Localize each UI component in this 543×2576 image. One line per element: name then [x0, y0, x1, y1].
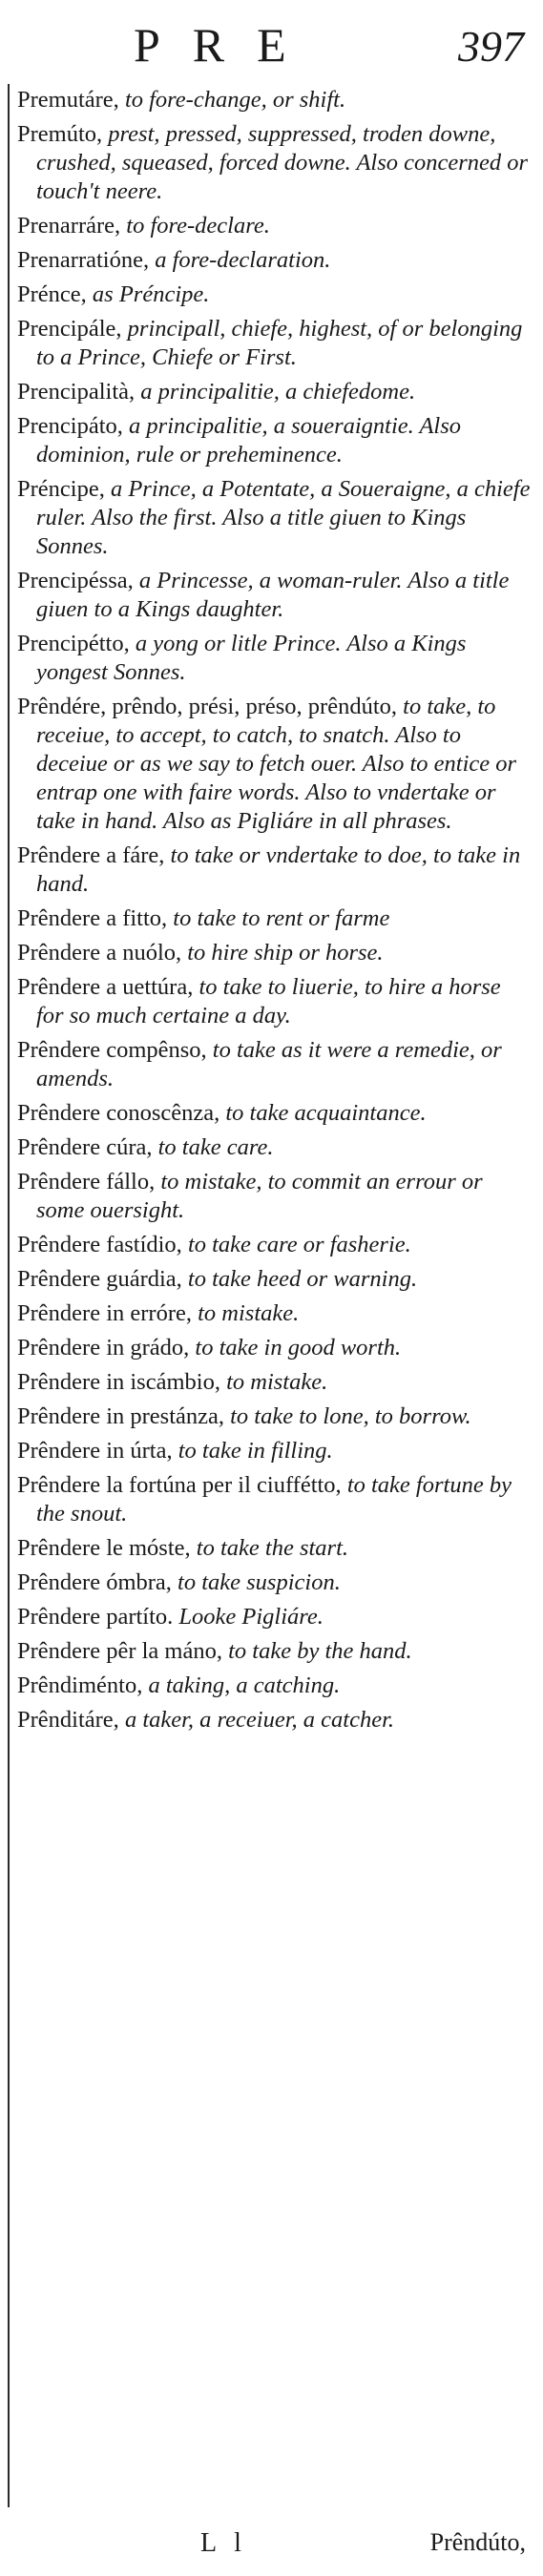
dictionary-entry: [17, 1471, 533, 1528]
entry-headword: Prénce,: [17, 281, 87, 307]
dictionary-entry: [17, 86, 533, 114]
entry-gloss: to take care or fasherie.: [181, 1232, 411, 1257]
entry-headword: Prêndere a uettúra,: [17, 974, 194, 1000]
entry-gloss: a Prince, a Potentate, a Soueraigne, a chiefe ruler. Also the first. Also a title giuen to Kings Sonnes.: [36, 476, 531, 559]
dictionary-entry: [17, 1265, 533, 1294]
entry-list: [17, 86, 533, 1740]
entry-gloss: to mistake.: [219, 1369, 328, 1395]
dictionary-entry: [17, 1637, 533, 1666]
dictionary-entry: [17, 315, 533, 372]
dictionary-entry: [17, 212, 533, 240]
dictionary-entry: [17, 1036, 533, 1093]
entry-headword: Prencipétto,: [17, 631, 130, 656]
entry-gloss: to take by the hand.: [221, 1638, 412, 1664]
dictionary-entry: [17, 1334, 533, 1362]
dictionary-entry: [17, 567, 533, 624]
entry-gloss: to hire ship or horse.: [181, 940, 384, 966]
entry-headword: Prêndere cúra,: [17, 1134, 153, 1160]
entry-headword: Prencipéssa,: [17, 568, 134, 593]
entry-headword: Prenarráre,: [17, 213, 121, 239]
column-rule: [8, 84, 10, 2507]
entry-headword: Préncipe,: [17, 476, 105, 502]
entry-headword: Prênditáre,: [17, 1707, 119, 1733]
page-header: [0, 0, 543, 88]
entry-headword: Prêndere compênso,: [17, 1037, 207, 1063]
entry-gloss: a yong or litle Prince. Also a Kings yongest Sonnes.: [36, 631, 467, 685]
dictionary-entry: [17, 1706, 533, 1735]
dictionary-entry: [17, 1099, 533, 1128]
dictionary-entry: [17, 280, 533, 309]
dictionary-entry: [17, 1402, 533, 1431]
entry-headword: Prêndere a nuólo,: [17, 940, 182, 966]
dictionary-entry: [17, 475, 533, 561]
entry-headword: Prêndére, prêndo, prési, préso, prêndúto,: [17, 694, 398, 719]
page-number: 397: [458, 22, 524, 71]
dictionary-entry: [17, 630, 533, 687]
entry-headword: Prencipále,: [17, 316, 122, 342]
entry-gloss: a principalitie, a soueraigntie. Also dominion, rule or preheminence.: [36, 413, 462, 467]
entry-headword: Prêndere in erróre,: [17, 1300, 192, 1326]
entry-gloss: to fore-declare.: [120, 213, 270, 239]
entry-headword: Prêndere a fitto,: [17, 905, 168, 931]
entry-headword: Prêndere a fáre,: [17, 842, 165, 868]
entry-gloss: a principalitie, a chiefedome.: [135, 379, 416, 405]
entry-headword: Prêndere guárdia,: [17, 1266, 182, 1292]
entry-gloss: to take as it were a remedie, or amends.: [36, 1037, 502, 1091]
entry-headword: Prêndiménto,: [17, 1672, 143, 1698]
entry-gloss: to take fortune by the snout.: [36, 1472, 512, 1527]
entry-headword: Prencipáto,: [17, 413, 123, 439]
entry-headword: Prêndere in úrta,: [17, 1438, 173, 1464]
entry-gloss: to take to liuerie, to hire a horse for so much certaine a day.: [36, 974, 501, 1028]
entry-gloss: to fore-change, or shift.: [118, 87, 346, 113]
entry-headword: Prêndere conoscênza,: [17, 1100, 220, 1126]
entry-headword: Prêndere fastídio,: [17, 1232, 182, 1257]
entry-gloss: principall, chiefe, highest, of or belonging to a Prince, Chiefe or First.: [36, 316, 523, 370]
dictionary-entry: [17, 1603, 533, 1631]
entry-gloss: to take in good worth.: [189, 1335, 402, 1361]
entry-gloss: to mistake.: [191, 1300, 300, 1326]
entry-gloss: a taker, a receiuer, a catcher.: [118, 1707, 395, 1733]
entry-gloss: to take or vndertake to doe, to take in hand.: [36, 842, 521, 897]
entry-gloss: to take in filling.: [172, 1438, 333, 1464]
dictionary-entry: [17, 1231, 533, 1259]
entry-headword: Prenarratióne,: [17, 247, 150, 273]
entry-gloss: to take acquaintance.: [219, 1100, 427, 1126]
dictionary-entry: [17, 1133, 533, 1162]
entry-gloss: to take to lone, to borrow.: [224, 1403, 471, 1429]
entry-gloss: Looke Pigliáre.: [173, 1604, 324, 1630]
entry-gloss: to mistake, to commit an errour or some ouersight.: [36, 1169, 483, 1223]
signature-mark: L l: [200, 2528, 247, 2558]
entry-headword: Prêndere partíto.: [17, 1604, 174, 1630]
dictionary-entry: [17, 412, 533, 469]
entry-headword: Prêndere ómbra,: [17, 1569, 172, 1595]
entry-gloss: to take the start.: [190, 1535, 349, 1561]
dictionary-entry: [17, 1437, 533, 1465]
entry-headword: Prêndere la fortúna per il ciuffétto,: [17, 1472, 342, 1498]
page-footer: [0, 2523, 543, 2570]
entry-headword: Prêndere le móste,: [17, 1535, 191, 1561]
entry-gloss: to take, to receiue, to accept, to catch, to snatch. Also to deceiue or as we say to fetch ouer. Also to entice or entrap one with faire words. Also to vndertake or take in hand. Also as Pigliáre in all phrases.: [36, 694, 517, 834]
dictionary-entry: [17, 1368, 533, 1397]
dictionary-entry: [17, 1168, 533, 1225]
dictionary-entry: [17, 904, 533, 933]
entry-headword: Prencipalità,: [17, 379, 136, 405]
entry-gloss: a taking, a catching.: [142, 1672, 341, 1698]
entry-headword: Prêndere pêr la máno,: [17, 1638, 222, 1664]
dictionary-entry: [17, 120, 533, 206]
entry-gloss: to take care.: [152, 1134, 274, 1160]
dictionary-entry: [17, 693, 533, 836]
entry-gloss: to take to rent or farme: [167, 905, 390, 931]
dictionary-entry: [17, 1534, 533, 1563]
entry-gloss: a Princesse, a woman-ruler. Also a title giuen to a Kings daughter.: [36, 568, 510, 622]
entry-gloss: as Préncipe.: [86, 281, 210, 307]
entry-gloss: to take suspicion.: [171, 1569, 341, 1595]
dictionary-entry: [17, 841, 533, 899]
dictionary-entry: [17, 246, 533, 275]
entry-gloss: prest, pressed, suppressed, troden downe, crushed, squeased, forced downe. Also concerned or touch't neere.: [36, 121, 529, 204]
entry-headword: Prêndere fállo,: [17, 1169, 156, 1195]
dictionary-entry: [17, 939, 533, 967]
entry-headword: Prêndere in grádo,: [17, 1335, 190, 1361]
entry-headword: Prêndere in prestánza,: [17, 1403, 224, 1429]
catchword: Prêndúto,: [429, 2528, 526, 2556]
entry-gloss: a fore-declaration.: [149, 247, 331, 273]
running-head: PRE: [134, 18, 319, 72]
entry-headword: Premutáre,: [17, 87, 119, 113]
dictionary-entry: [17, 1299, 533, 1328]
entry-headword: Prêndere in iscámbio,: [17, 1369, 220, 1395]
dictionary-entry: [17, 378, 533, 406]
dictionary-entry: [17, 1672, 533, 1700]
entry-headword: Premúto,: [17, 121, 103, 147]
dictionary-entry: [17, 973, 533, 1030]
entry-gloss: to take heed or warning.: [181, 1266, 418, 1292]
dictionary-entry: [17, 1568, 533, 1597]
